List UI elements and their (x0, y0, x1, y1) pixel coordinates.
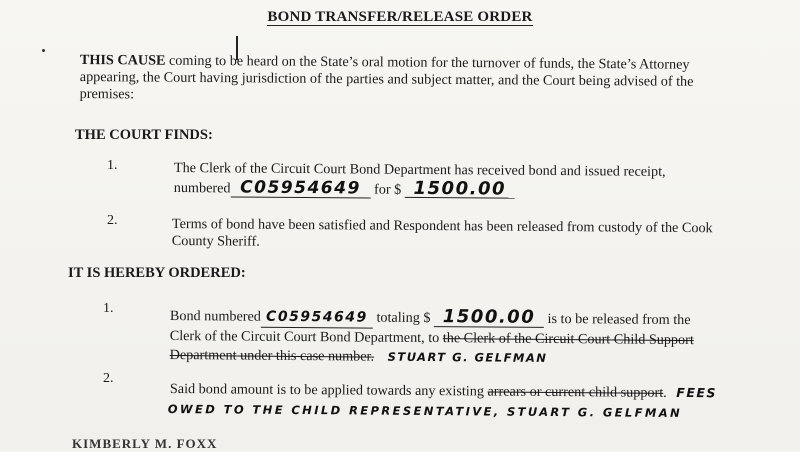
scan-dot (42, 49, 45, 52)
order-1-text-d: Clerk of the Circuit Court Bond Department, to (169, 327, 440, 347)
order-1-amount-handwritten: 1500.00 (434, 307, 544, 328)
finding-1-amount-handwritten: 1500.00 (405, 180, 515, 199)
intro-paragraph (80, 52, 745, 108)
bond-number-handwritten: C05954649 (261, 308, 373, 329)
finding-1-text-c: for $ (373, 181, 402, 198)
receipt-number-handwritten: C05954649 (230, 179, 370, 198)
order-2-text-a: Said bond amount is to be applied towards any existing (169, 380, 485, 400)
order-2-handwritten-line: OWED TO THE CHILD REPRESENTATIVE, STUART G. GELFMAN (167, 401, 683, 421)
title-text: BOND TRANSFER/RELEASE ORDER (267, 9, 533, 25)
order-1-handwritten-name: STUART G. GELFMAN (387, 349, 548, 365)
document-title (0, 9, 800, 26)
order-2-struck-text: arrears or current child support (487, 383, 664, 401)
court-finds-heading: THE COURT FINDS: (75, 127, 213, 143)
order-1-text-a: Bond numbered (169, 307, 262, 325)
order-1 (170, 305, 755, 370)
finding-1-text-a: The Clerk of the Circuit Court Bond Department has received bond and issued receipt, (173, 160, 666, 180)
finding-1-text-b: numbered (173, 179, 231, 197)
order-1-text-b: totaling $ (376, 309, 431, 327)
order-1-text-c: is to be released from the (547, 310, 691, 329)
order-2 (167, 379, 780, 424)
order-1-number: 1. (103, 301, 114, 316)
intro-lead: THIS CAUSE (79, 52, 166, 69)
order-1-struck-text-1: the Clerk of the Circuit Court Child Support (442, 330, 694, 349)
finding-2: Terms of bond have been satisfied and Respondent has been released from custody of the Cook County Sheriff. (171, 216, 713, 250)
signature-name-partial: KIMBERLY M. FOXX (72, 436, 218, 451)
order-2-text-b: . (663, 384, 667, 401)
order-2-number: 2. (103, 371, 114, 386)
finding-1 (174, 160, 749, 202)
ordered-heading: IT IS HEREBY ORDERED: (68, 265, 246, 281)
finding-1-number: 1. (107, 158, 118, 173)
order-1-struck-text-2: Department under this case number. (169, 346, 375, 365)
intro-text: coming to be heard on the State’s oral motion for the turnover of funds, the State’s Attorney appearing, the Court having jurisdiction of the parties and subject matter, and the Court being advised of the premises: (79, 52, 694, 103)
finding-2-number: 2. (107, 213, 118, 228)
order-2-handwritten-fees: FEES (676, 384, 717, 401)
